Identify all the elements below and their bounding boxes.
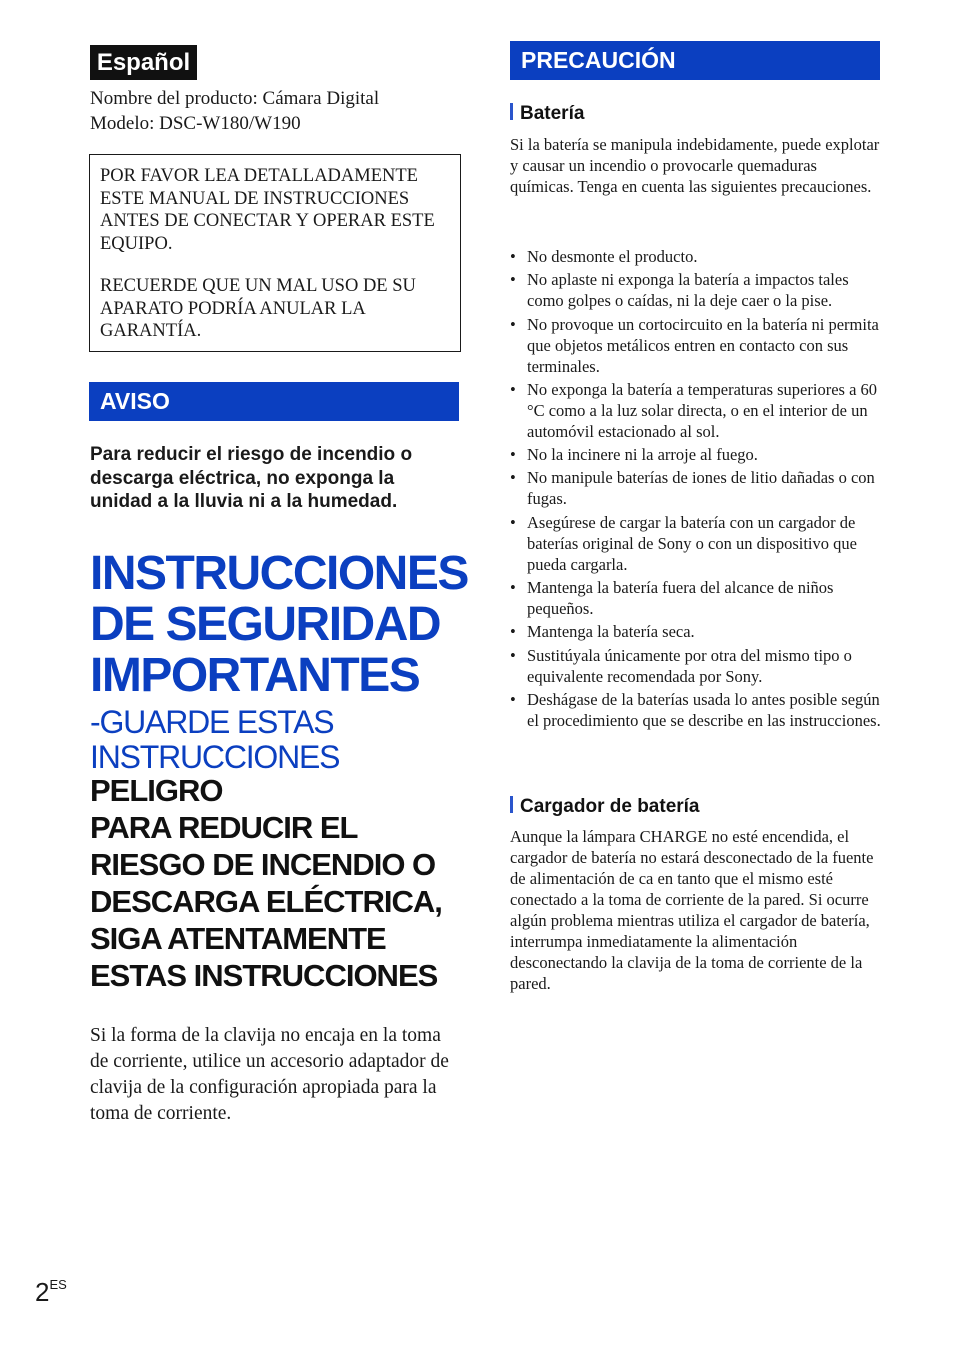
section-marker-icon bbox=[510, 103, 513, 120]
charger-heading bbox=[510, 795, 700, 819]
charger-heading-label: Cargador de batería bbox=[520, 796, 700, 817]
list-item: • No desmonte el producto. bbox=[510, 246, 882, 267]
product-model: Modelo: DSC-W180/W190 bbox=[90, 113, 301, 134]
warning-box-paragraph-1: POR FAVOR LEA DETALLADAMENTE ESTE MANUAL DE INSTRUCCIONES ANTES DE CONECTAR Y OPERAR ESTE EQUIPO. bbox=[100, 166, 435, 254]
danger-line: RIESGO DE INCENDIO O bbox=[90, 847, 436, 882]
aviso-text: Para reducir el riesgo de incendio o descarga eléctrica, no exponga la unidad a la lluvia ni a la humedad. bbox=[90, 444, 413, 512]
keep-instructions-line-2: INSTRUCCIONES bbox=[90, 739, 340, 775]
battery-precautions-list bbox=[510, 246, 882, 733]
safety-title-line-1: INSTRUCCIONES bbox=[90, 547, 468, 600]
product-info bbox=[90, 86, 379, 136]
danger-line: PELIGRO bbox=[90, 773, 223, 808]
list-item: • No provoque un cortocircuito en la batería ni permita que objetos metálicos entren en contacto con sus terminales. bbox=[510, 314, 882, 377]
page-number bbox=[35, 1270, 67, 1307]
page-number-suffix: ES bbox=[49, 1277, 67, 1292]
page-number-value: 2 bbox=[35, 1277, 50, 1307]
keep-instructions-line-1: -GUARDE ESTAS bbox=[90, 704, 334, 740]
danger-line: DESCARGA ELÉCTRICA, bbox=[90, 884, 442, 919]
safety-title-line-2: DE SEGURIDAD bbox=[90, 598, 441, 651]
precaucion-heading: PRECAUCIÓN bbox=[510, 41, 880, 80]
list-item: • No aplaste ni exponga la batería a impactos tales como golpes o caídas, ni la deje caer o la pise. bbox=[510, 269, 882, 311]
danger-line: SIGA ATENTAMENTE bbox=[90, 921, 386, 956]
safety-title bbox=[90, 548, 470, 701]
list-item: • Deshágase de la baterías usada lo antes posible según el procedimiento que se describe en las instrucciones. bbox=[510, 689, 882, 731]
keep-instructions-subtitle bbox=[90, 705, 470, 775]
list-item: • No la incinere ni la arroje al fuego. bbox=[510, 444, 882, 465]
list-item: • No manipule baterías de iones de litio dañadas o con fugas. bbox=[510, 467, 882, 509]
battery-heading-label: Batería bbox=[520, 103, 585, 124]
list-item: • Mantenga la batería seca. bbox=[510, 621, 882, 642]
danger-line: PARA REDUCIR EL bbox=[90, 810, 358, 845]
language-tag: Español bbox=[90, 45, 197, 80]
safety-title-line-3: IMPORTANTES bbox=[90, 649, 420, 702]
battery-heading bbox=[510, 102, 584, 126]
battery-intro: Si la batería se manipula indebidamente, puede explotar y causar un incendio o provocarle quemaduras químicas. Tenga en cuenta las siguientes precauciones. bbox=[510, 135, 880, 196]
product-name: Nombre del producto: Cámara Digital bbox=[90, 88, 380, 109]
charger-text: Aunque la lámpara CHARGE no esté encendida, el cargador de batería no estará desconectado de la fuente de alimentación de ca en tanto que el mismo esté conectado a la toma de corriente de la pared. Si ocurre algún problema mientras utiliza el cargador de batería, interrumpa inmediatamente la alimentación desconectando la clavija de la toma de corriente de la pared. bbox=[510, 827, 874, 993]
warning-box-paragraph-2: RECUERDE QUE UN MAL USO DE SU APARATO PODRÍA ANULAR LA GARANTÍA. bbox=[100, 276, 416, 341]
section-marker-icon bbox=[510, 796, 513, 813]
list-item: • Mantenga la batería fuera del alcance de niños pequeños. bbox=[510, 577, 882, 619]
warning-box bbox=[89, 154, 461, 352]
danger-heading bbox=[90, 772, 470, 994]
plug-adapter-note: Si la forma de la clavija no encaja en la toma de corriente, utilice un accesorio adaptador de clavija de la configuración apropiada para la toma de corriente. bbox=[90, 1025, 449, 1124]
list-item: • Asegúrese de cargar la batería con un cargador de baterías original de Sony o con un dispositivo que pueda cargarla. bbox=[510, 512, 882, 575]
list-item: • Sustitúyala únicamente por otra del mismo tipo o equivalente recomendada por Sony. bbox=[510, 645, 882, 687]
list-item: • No exponga la batería a temperaturas superiores a 60 °C como a la luz solar directa, o en el interior de un automóvil estacionado al sol. bbox=[510, 379, 882, 442]
aviso-heading: AVISO bbox=[89, 382, 459, 421]
danger-line: ESTAS INSTRUCCIONES bbox=[90, 958, 438, 993]
